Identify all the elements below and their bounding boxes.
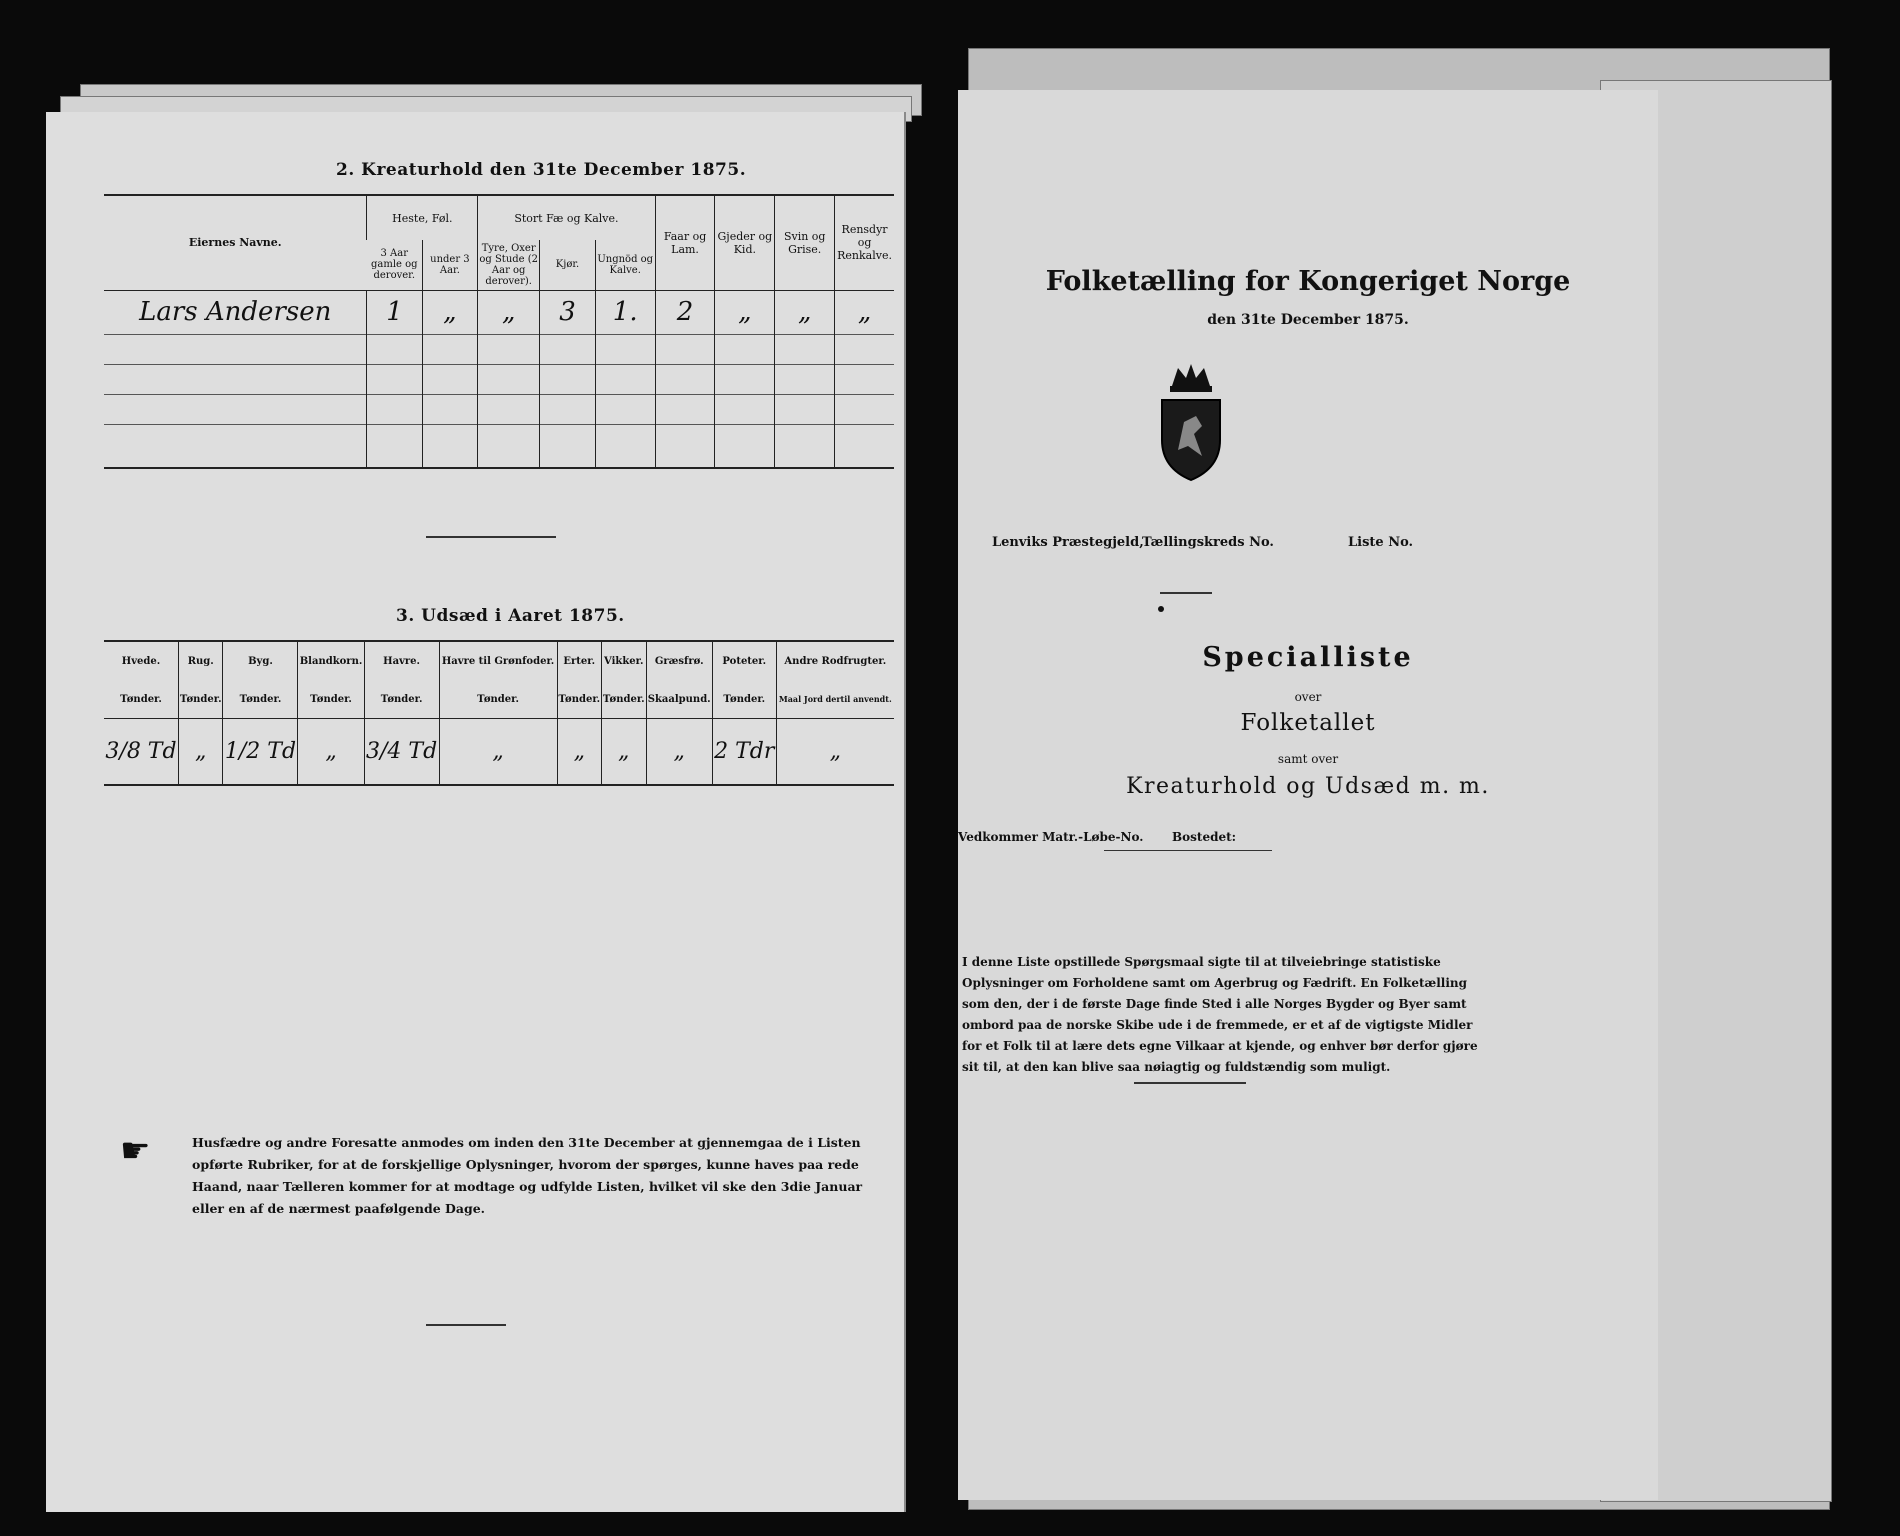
cell-stort-c: 1. — [595, 290, 655, 334]
seed-cell: „ — [646, 719, 712, 785]
seed-h-vikker: Vikker. — [602, 642, 646, 680]
seed-unit: Tønder. — [223, 680, 298, 718]
table-row — [104, 719, 894, 785]
bostedet-label: Bostedet: — [1172, 830, 1237, 844]
bottom-text: I denne Liste opstillede Spørgsmaal sigte til at tilveiebringe statistiske Oplysninger om Forholdene samt om Agerbrug og Fædrift. En Folketælling som den, der i de første Dage finde Sted i alle Norges Bygder og Byer samt ombord paa de norske Skibe ude i de fremmede, er et af de vigtigste Midler for et Folk til at lære dets egne Vilkaar at kjende, og enhver bør derfor gjøre sit til, at den kan blive saa nøiagtig og fuldstændig som muligt. — [962, 955, 1478, 1074]
col-svin: Svin og Grise. — [775, 196, 835, 290]
col-owner: Eiernes Navne. — [188, 236, 282, 250]
page-title: Folketælling for Kongeriget Norge — [1045, 266, 1571, 297]
col-stort: Stort Fæ og Kalve. — [478, 196, 655, 240]
divider — [1104, 850, 1272, 851]
seed-cell: 1/2 Td — [223, 719, 298, 785]
seed-h-blandkorn: Blandkorn. — [298, 642, 364, 680]
folketallet-label: Folketallet — [1240, 710, 1376, 736]
cell-heste-a: 1 — [367, 290, 422, 334]
seed-cell: „ — [439, 719, 557, 785]
seed-cell: 2 Tdr — [712, 719, 776, 785]
col-faar: Faar og Lam. — [655, 196, 715, 290]
seed-h-erter: Erter. — [557, 642, 601, 680]
seed-unit: Tønder. — [178, 680, 222, 718]
left-page — [46, 112, 906, 1512]
seed-h-byg: Byg. — [223, 642, 298, 680]
parish-label: Lenviks Præstegjeld, — [992, 535, 1144, 550]
divider — [1160, 592, 1212, 594]
col-heste-a: 3 Aar gamle og derover. — [370, 248, 418, 282]
seed-unit: Tønder. — [364, 680, 439, 718]
samt-over-label: samt over — [1277, 752, 1339, 766]
cell-stort-b: 3 — [540, 290, 596, 334]
col-rensdyr: Rensdyr og Renkalve. — [835, 196, 894, 290]
seed-unit: Tønder. — [298, 680, 364, 718]
bottom-divider — [426, 1324, 506, 1326]
seed-unit: Tønder. — [557, 680, 601, 718]
seed-cell: „ — [178, 719, 222, 785]
seed-h-andre: Andre Rodfrugter. — [776, 642, 894, 680]
matr-label: Vedkommer Matr.-Løbe-No. — [958, 830, 1144, 844]
col-stort-a: Tyre, Oxer og Stude (2 Aar og derover). — [478, 240, 540, 290]
seed-h-rug: Rug. — [178, 642, 222, 680]
seed-cell: „ — [776, 719, 894, 785]
col-stort-c: Ungnöd og Kalve. — [595, 240, 655, 290]
bullet-dot — [1158, 606, 1164, 612]
col-gjeder: Gjeder og Kid. — [715, 196, 775, 290]
coat-of-arms-icon — [1158, 360, 1224, 484]
list-no-label: Liste No. — [1348, 535, 1414, 550]
cell-faar: 2 — [655, 290, 715, 334]
col-stort-b: Kjør. — [540, 240, 596, 290]
seed-cell: „ — [602, 719, 646, 785]
divider — [426, 536, 556, 538]
section2-title: 2. Kreaturhold den 31te December 1875. — [336, 160, 747, 180]
seed-unit: Tønder. — [439, 680, 557, 718]
census-date: den 31te December 1875. — [1207, 312, 1409, 328]
owner-name: Lars Andersen — [139, 297, 332, 327]
seed-cell: 3/8 Td — [105, 739, 177, 765]
seed-h-graesfro: Græsfrø. — [646, 642, 712, 680]
cell-svin: „ — [775, 290, 835, 334]
seed-h-hvede: Hvede. — [121, 655, 161, 667]
cell-rensdyr: „ — [835, 290, 894, 334]
col-heste-b: under 3 Aar. — [422, 240, 478, 290]
cell-gjeder: „ — [715, 290, 775, 334]
pointing-hand-icon: ☛ — [120, 1131, 151, 1171]
seed-cell: 3/4 Td — [364, 719, 439, 785]
over-label: over — [1294, 690, 1322, 704]
cell-stort-a: „ — [478, 290, 540, 334]
notice-text: Husfædre og andre Foresatte anmodes om inden den 31te December at gjennemgaa de i Listen opførte Rubriker, for at de forskjellige Oplysninger, hvorom der spørges, kunne haves paa rede Haand, naar Tælleren kommer for at modtage og udfylde Listen, hvilket vil ske den 3die Januar eller en af de nærmest paafølgende Dage. — [192, 1135, 863, 1216]
right-page — [958, 90, 1658, 1500]
seed-table — [104, 642, 894, 786]
seed-unit: Tønder. — [120, 693, 162, 705]
table-row — [104, 290, 894, 334]
specialliste-heading: Specialliste — [1202, 642, 1414, 673]
col-heste: Heste, Føl. — [367, 196, 478, 240]
seed-unit: Skaalpund. — [646, 680, 712, 718]
seed-h-havre-gron: Havre til Grønfoder. — [439, 642, 557, 680]
seed-unit: Maal Jord dertil anvendt. — [776, 680, 894, 718]
bottom-divider — [1134, 1082, 1246, 1084]
livestock-table — [104, 196, 894, 469]
seed-cell: „ — [298, 719, 364, 785]
seed-unit: Tønder. — [712, 680, 776, 718]
section3-title: 3. Udsæd i Aaret 1875. — [396, 606, 625, 626]
seed-h-havre: Havre. — [364, 642, 439, 680]
district-label: Tællingskreds No. — [1142, 535, 1274, 550]
cell-heste-b: „ — [422, 290, 478, 334]
seed-h-poteter: Poteter. — [712, 642, 776, 680]
seed-cell: „ — [557, 719, 601, 785]
seed-unit: Tønder. — [602, 680, 646, 718]
subtitle: Kreaturhold og Udsæd m. m. — [1126, 774, 1490, 799]
